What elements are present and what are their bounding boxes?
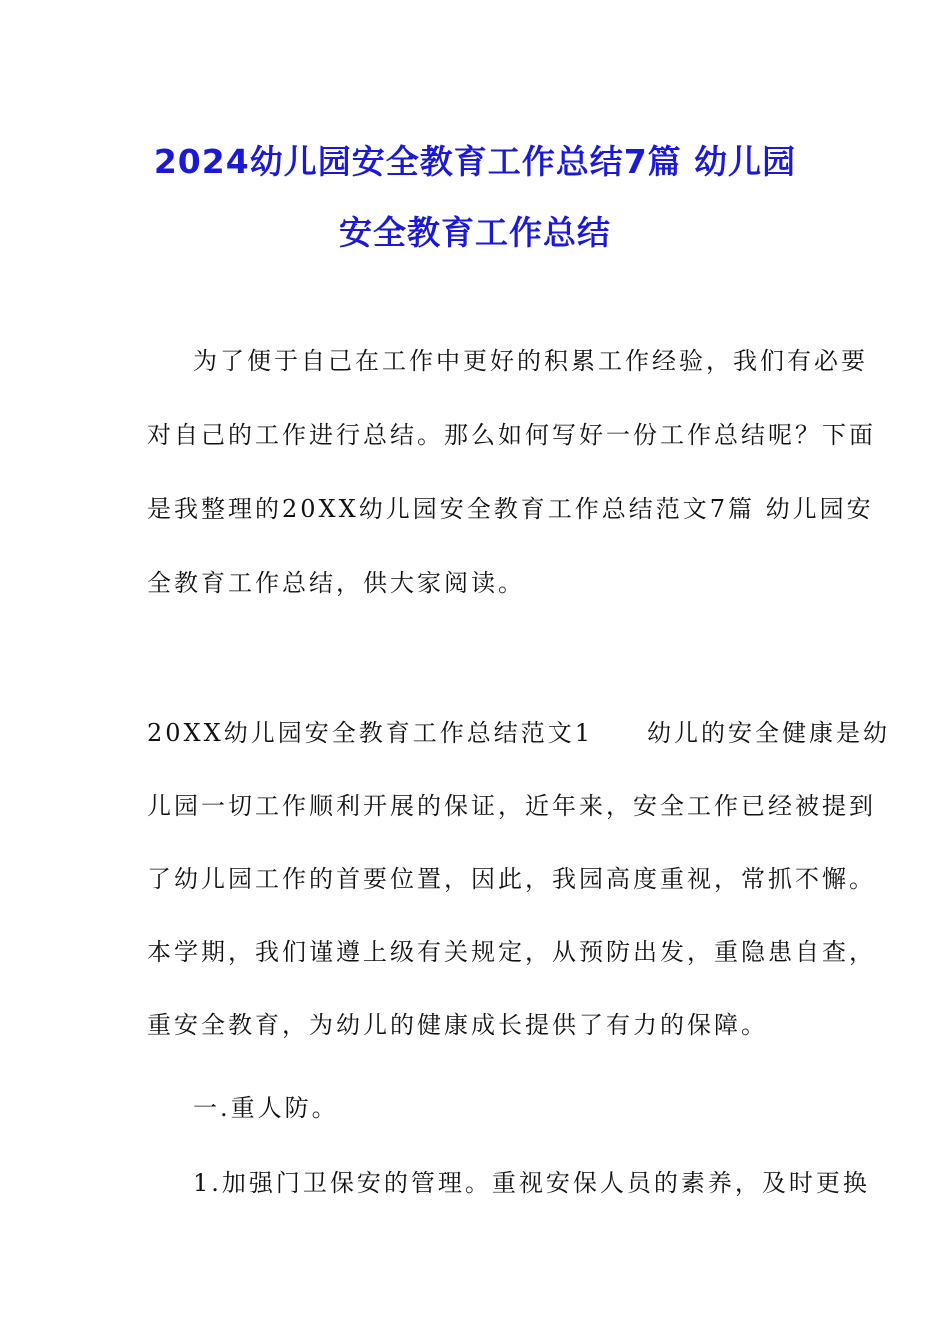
intro-line: 全教育工作总结，供大家阅读。 xyxy=(147,569,525,597)
section-line: 本学期，我们谨遵上级有关规定，从预防出发，重隐患自查， xyxy=(147,938,876,966)
section-line: 重安全教育，为幼儿的健康成长提供了有力的保障。 xyxy=(147,1011,768,1039)
section-line: 了幼儿园工作的首要位置，因此，我园高度重视，常抓不懈。 xyxy=(147,865,876,893)
document-title-line-1: 2024幼儿园安全教育工作总结7篇 幼儿园 xyxy=(153,142,797,181)
intro-line: 为了便于自己在工作中更好的积累工作经验，我们有必要 xyxy=(193,347,868,375)
list-item: 1.加强门卫保安的管理。重视安保人员的素养，及时更换 xyxy=(193,1169,870,1197)
section-line: 20XX幼儿园安全教育工作总结范文1 幼儿的安全健康是幼 xyxy=(147,719,890,747)
intro-line: 对自己的工作进行总结。那么如何写好一份工作总结呢？下面 xyxy=(147,421,876,449)
section-line: 儿园一切工作顺利开展的保证，近年来，安全工作已经被提到 xyxy=(147,792,876,820)
intro-line: 是我整理的20XX幼儿园安全教育工作总结范文7篇 幼儿园安 xyxy=(147,495,874,523)
section-heading: 一.重人防。 xyxy=(193,1094,339,1122)
document-title-line-2: 安全教育工作总结 xyxy=(339,213,611,252)
